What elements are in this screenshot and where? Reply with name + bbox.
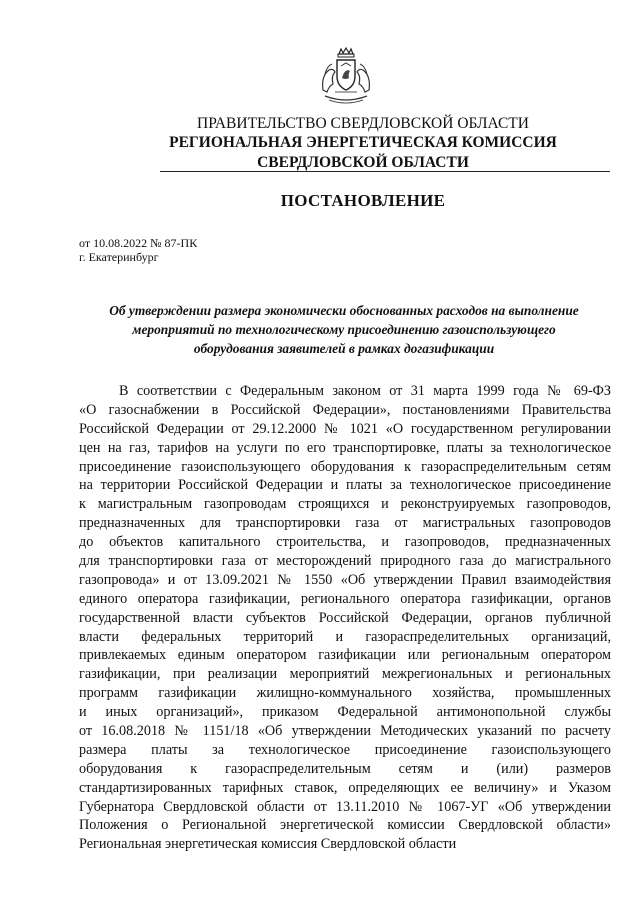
document-body: [79, 382, 611, 854]
subject-line: Об утверждении размера экономически обоснованных расходов на выполнение: [109, 303, 579, 318]
subject-line: оборудования заявителей в рамках догазификации: [193, 341, 495, 356]
body-line: программ газификации жилищно-коммунального хозяйства, промышленных: [79, 685, 611, 702]
body-line: размера платы за технологическое присоединение газоиспользующего: [79, 741, 611, 758]
body-line: Региональная энергетическая комиссия Свердловской области: [79, 836, 457, 853]
document-subject: [79, 301, 609, 358]
body-line: газопровода» и от 13.09.2021 № 1550 «Об утверждении Правил взаимодействия: [79, 571, 611, 588]
body-line: от 16.08.2018 № 1151/18 «Об утверждении Методических указаний по расчету: [79, 723, 611, 740]
body-line: на территории Российской Федерации и платы за технологическое присоединение: [79, 477, 611, 494]
body-line: оборудования к газораспределительным сетям и (или) размеров: [79, 760, 611, 777]
region-name: СВЕРДЛОВСКОЙ ОБЛАСТИ: [257, 154, 469, 171]
body-line: цен на газ, тарифов на услуги по его транспортировке, платы за технологическое: [79, 439, 611, 456]
document-city: г. Екатеринбург: [79, 250, 159, 264]
body-line: Положения о Региональной энергетической комиссии Свердловской области»: [79, 817, 611, 834]
body-line: газификации, при реализации мероприятий межрегиональных и региональных: [79, 666, 611, 683]
body-line: государственной власти субъектов Российской Федерации, органов публичной: [79, 609, 611, 626]
body-line: В соответствии с Федеральным законом от 31 марта 1999 года № 69-ФЗ: [119, 383, 611, 399]
subject-line: мероприятий по технологическому присоединению газоиспользующего: [132, 322, 556, 337]
body-line: власти федеральных территорий и газораспределительных организаций,: [79, 628, 611, 645]
header-divider: [160, 171, 610, 172]
body-line: «О газоснабжении в Российской Федерации», постановлениями Правительства: [79, 401, 611, 418]
document-type-title: ПОСТАНОВЛЕНИЕ: [280, 191, 446, 210]
body-line: Российской Федерации от 29.12.2000 № 1021 «О государственном регулировании: [79, 420, 611, 437]
coat-of-arms-emblem-icon: [315, 46, 377, 108]
commission-name: РЕГИОНАЛЬНАЯ ЭНЕРГЕТИЧЕСКАЯ КОМИССИЯ: [169, 134, 557, 151]
body-line: привлекаемых единым оператором газификации или региональным оператором: [79, 647, 611, 664]
body-line: до объектов капитального строительства, и газопроводов, предназначенных: [79, 534, 611, 551]
body-line: и иных организаций», приказом Федеральной антимонопольной службы: [79, 704, 611, 721]
body-line: к магистральным газопроводам строящихся и реконструируемых газопроводов,: [79, 496, 611, 513]
government-name: ПРАВИТЕЛЬСТВО СВЕРДЛОВСКОЙ ОБЛАСТИ: [197, 115, 529, 132]
body-line: Губернатора Свердловской области от 13.11.2010 № 1067-УГ «Об утверждении: [79, 798, 611, 815]
document-date-number: от 10.08.2022 № 87-ПК: [79, 236, 198, 250]
body-line: присоединение газоиспользующего оборудования к газораспределительным сетям: [79, 458, 611, 475]
body-line: стандартизированных тарифных ставок, определяющих ее величину» и Указом: [79, 779, 611, 796]
body-line: для транспортировки газа от месторождений природного газа до магистрального: [79, 553, 611, 570]
body-line: единого оператора газификации, регионального оператора газификации, органов: [79, 590, 611, 607]
body-line: предназначенных для транспортировки газа от магистральных газопроводов: [79, 515, 611, 532]
